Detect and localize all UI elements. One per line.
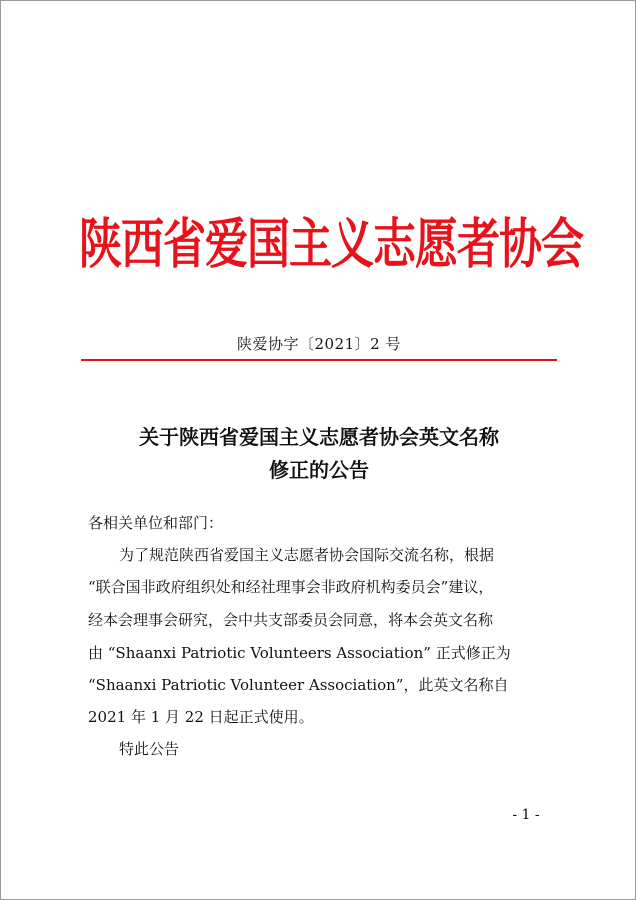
body-line: 由 “Shaanxi Patriotic Volunteers Association” 正式修正为 — [88, 644, 511, 662]
salutation: 各相关单位和部门： — [88, 514, 224, 532]
body-line: 经本会理事会研究，会中共支部委员会同意，将本会英文名称 — [88, 611, 494, 629]
body-line: “联合国非政府组织处和经社理事会非政府机构委员会”建议， — [88, 578, 494, 596]
document-number: 陕爱协字〔2021〕2 号 — [237, 335, 401, 353]
closing-text: 特此公告 — [119, 740, 180, 758]
page-number: - 1 - — [512, 807, 540, 823]
notice-title-line-1: 关于陕西省爱国主义志愿者协会英文名称 — [139, 425, 499, 449]
body-line: 2021 年 1 月 22 日起正式使用。 — [88, 708, 314, 726]
body-line: 为了规范陕西省爱国主义志愿者协会国际交流名称，根据 — [119, 546, 495, 564]
body-line: “Shaanxi Patriotic Volunteer Association”，此英文名称自 — [88, 676, 509, 694]
notice-title-line-2: 修正的公告 — [269, 458, 369, 482]
red-divider-line — [81, 359, 557, 361]
notice-title — [81, 421, 557, 487]
organization-red-header: 陕西省爱国主义志愿者协会 — [79, 213, 583, 276]
